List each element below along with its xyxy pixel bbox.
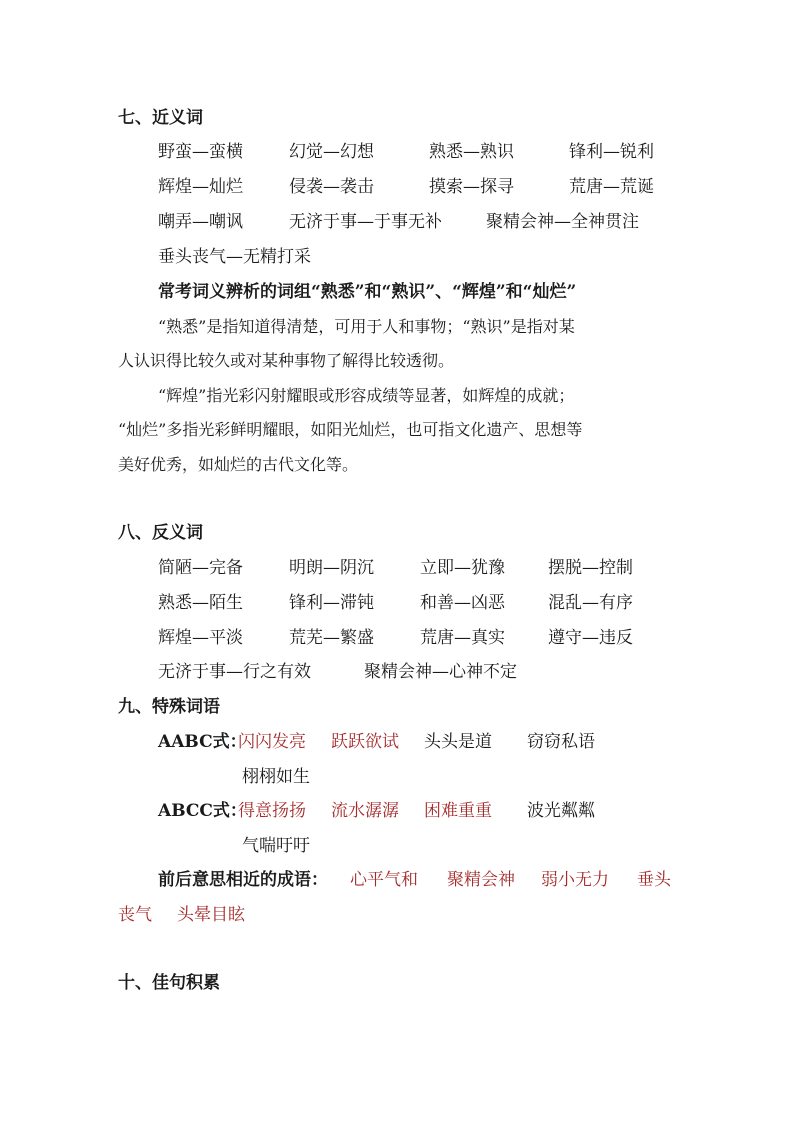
idiom-word: 心平气和 — [350, 870, 418, 890]
abcc-row — [0, 800, 794, 822]
abcc-word: 波光粼粼 — [527, 801, 595, 821]
paragraph-line: “熟悉”是指知道得清楚，可用于人和事物；“熟识”是指对某 — [158, 317, 575, 336]
antonym-row-3 — [0, 627, 794, 649]
synonym-pair: 侵袭—袭击 — [289, 177, 374, 197]
synonym-row-4 — [0, 246, 794, 268]
idiom-word: 头晕目眩 — [177, 905, 245, 925]
abcc-word: 流水潺潺 — [331, 801, 399, 821]
synonym-pair: 无济于事—于事无补 — [289, 212, 442, 232]
abcc-word: 气喘吁吁 — [242, 836, 310, 856]
antonym-pair: 锋利—滞钝 — [289, 593, 374, 613]
synonym-row-3 — [0, 211, 794, 233]
idiom-word: 聚精会神 — [447, 870, 515, 890]
paragraph-line: 人认识得比较久或对某种事物了解得比较透彻。 — [118, 351, 455, 370]
synonym-pair: 幻觉—幻想 — [289, 142, 374, 162]
antonym-pair: 聚精会神—心神不定 — [364, 662, 517, 682]
antonym-pair: 和善—凶恶 — [420, 593, 505, 613]
synonym-pair: 熟悉—熟识 — [429, 142, 514, 162]
antonym-pair: 混乱—有序 — [548, 593, 633, 613]
paragraph-line: 美好优秀，如灿烂的古代文化等。 — [118, 455, 359, 474]
antonym-row-1 — [0, 557, 794, 579]
idiom-word: 垂头 — [637, 870, 671, 890]
section-10-title: 十、佳句积累 — [118, 973, 220, 993]
aabc-row — [0, 731, 794, 753]
aabc-word: 跃跃欲试 — [331, 732, 399, 752]
word-discrimination-heading: 常考词义辨析的词组“熟悉”和“熟识”、“辉煌”和“灿烂” — [158, 282, 577, 302]
antonym-pair: 辉煌—平淡 — [158, 628, 243, 648]
paragraph-line: “灿烂”多指光彩鲜明耀眼，如阳光灿烂，也可指文化遗产、思想等 — [118, 420, 583, 439]
synonym-pair: 嘲弄—嘲讽 — [158, 212, 243, 232]
antonym-pair: 摆脱—控制 — [548, 558, 633, 578]
idiom-row — [0, 869, 794, 891]
synonym-pair: 摸索—探寻 — [429, 177, 514, 197]
synonym-pair: 锋利—锐利 — [569, 142, 654, 162]
paragraph-line: “辉煌”指光彩闪射耀眼或形容成绩等显著，如辉煌的成就； — [158, 386, 575, 405]
synonym-pair: 野蛮—蛮横 — [158, 142, 243, 162]
synonym-row-2 — [0, 176, 794, 198]
idiom-row-2 — [0, 904, 794, 926]
aabc-label: AABC式： — [158, 732, 247, 752]
synonym-pair: 聚精会神—全神贯注 — [486, 212, 639, 232]
abcc-label: ABCC式： — [158, 801, 247, 821]
antonym-pair: 明朗—阴沉 — [289, 558, 374, 578]
aabc-row-2 — [0, 766, 794, 788]
section-9-title: 九、特殊词语 — [118, 697, 220, 717]
antonym-pair: 无济于事—行之有效 — [158, 662, 311, 682]
antonym-pair: 熟悉—陌生 — [158, 593, 243, 613]
abcc-row-2 — [0, 835, 794, 857]
aabc-word: 头头是道 — [424, 732, 492, 752]
antonym-pair: 遵守—违反 — [548, 628, 633, 648]
antonym-pair: 荒唐—真实 — [420, 628, 505, 648]
synonym-pair: 垂头丧气—无精打采 — [158, 247, 311, 267]
abcc-word: 困难重重 — [424, 801, 492, 821]
section-7-title: 七、近义词 — [118, 108, 203, 128]
synonym-pair: 辉煌—灿烂 — [158, 177, 243, 197]
aabc-word: 窃窃私语 — [527, 732, 595, 752]
section-8-title: 八、反义词 — [118, 523, 203, 543]
abcc-word: 得意扬扬 — [238, 801, 306, 821]
antonym-row-2 — [0, 592, 794, 614]
antonym-pair: 立即—犹豫 — [420, 558, 505, 578]
antonym-pair: 荒芜—繁盛 — [289, 628, 374, 648]
idiom-word: 丧气 — [118, 905, 152, 925]
synonym-pair: 荒唐—荒诞 — [569, 177, 654, 197]
antonym-row-4 — [0, 661, 794, 683]
antonym-pair: 简陋—完备 — [158, 558, 243, 578]
aabc-word: 闪闪发亮 — [238, 732, 306, 752]
synonym-row-1 — [0, 141, 794, 163]
idiom-word: 弱小无力 — [541, 870, 609, 890]
idiom-label: 前后意思相近的成语： — [158, 870, 328, 890]
aabc-word: 栩栩如生 — [242, 767, 310, 787]
